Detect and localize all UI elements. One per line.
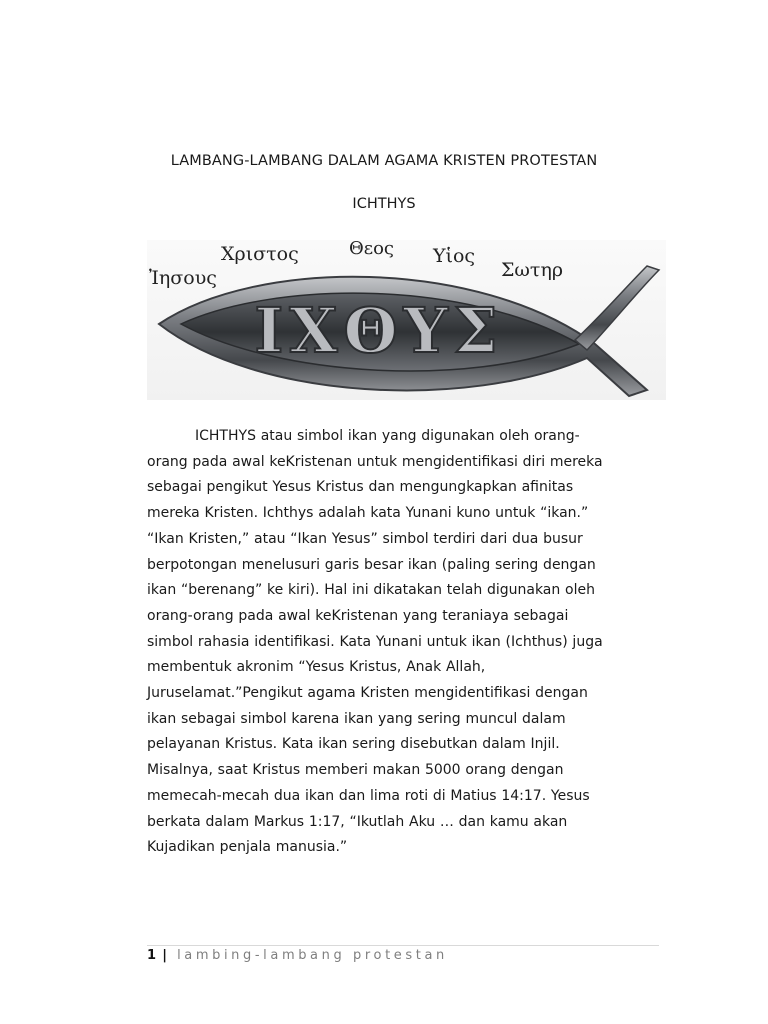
fish-tail (575, 266, 659, 350)
greek-word-theos: Θεος (349, 240, 394, 259)
paragraph-line: mereka Kristen. Ichthys adalah kata Yunani kuno untuk “ikan.” (147, 505, 589, 522)
paragraph-line: ikan “berenang” ke kiri). Hal ini dikatakan telah digunakan oleh (147, 582, 595, 599)
greek-word-christos: Χριστος (221, 243, 299, 265)
paragraph-line: Misalnya, saat Kristus memberi makan 5000 orang dengan (147, 762, 564, 779)
paragraph-line: pelayanan Kristus. Kata ikan sering disebutkan dalam Injil. (147, 736, 560, 753)
paragraph-line: orang pada awal keKristenan untuk mengidentifikasi diri mereka (147, 453, 603, 470)
paragraph-line: ICHTHYS atau simbol ikan yang digunakan oleh orang- (195, 428, 580, 444)
running-title: lambing-lambang protestan (177, 948, 448, 963)
paragraph-line: simbol rahasia identifikasi. Kata Yunani untuk ikan (Ichthus) juga (147, 633, 603, 650)
ichthys-figure (147, 240, 666, 400)
paragraph-line: sebagai pengikut Yesus Kristus dan mengungkapkan afinitas (147, 479, 574, 496)
paragraph-line: berpotongan menelusuri garis besar ikan (paling sering dengan (147, 556, 596, 573)
paragraph-line: ikan sebagai simbol karena ikan yang sering muncul dalam (147, 710, 566, 727)
greek-word-soter: Σωτηρ (501, 259, 563, 281)
page-footer (147, 948, 448, 963)
greek-word-iesous: Ἰησους (149, 267, 217, 289)
section-title: ICHTHYS (352, 196, 416, 212)
paragraph-line: membentuk akronim “Yesus Kristus, Anak Allah, (147, 659, 486, 676)
greek-word-huios: Υἱος (433, 245, 476, 267)
paragraph-line: Kujadikan penjala manusia.” (147, 839, 348, 856)
paragraph-line: orang-orang pada awal keKristenan yang teraniaya sebagai (147, 607, 569, 624)
footer-divider (147, 945, 659, 946)
paragraph-line: “Ikan Kristen,” atau “Ikan Yesus” simbol terdiri dari dua busur (147, 530, 583, 547)
paragraph-line: memecah-mecah dua ikan dan lima roti di Matius 14:17. Yesus (147, 787, 590, 804)
emblem-text: ΙΧΘΥΣ (254, 294, 504, 367)
page-number: 1 (147, 948, 157, 963)
footer-separator: | (162, 948, 167, 963)
ichthys-emblem-image (147, 240, 666, 400)
body-paragraph (147, 424, 637, 861)
paragraph-line: Juruselamat.”Pengikut agama Kristen mengidentifikasi dengan (147, 685, 588, 702)
page-title: LAMBANG-LAMBANG DALAM AGAMA KRISTEN PROTESTAN (170, 153, 598, 169)
paragraph-line: berkata dalam Markus 1:17, “Ikutlah Aku … dan kamu akan (147, 813, 568, 830)
